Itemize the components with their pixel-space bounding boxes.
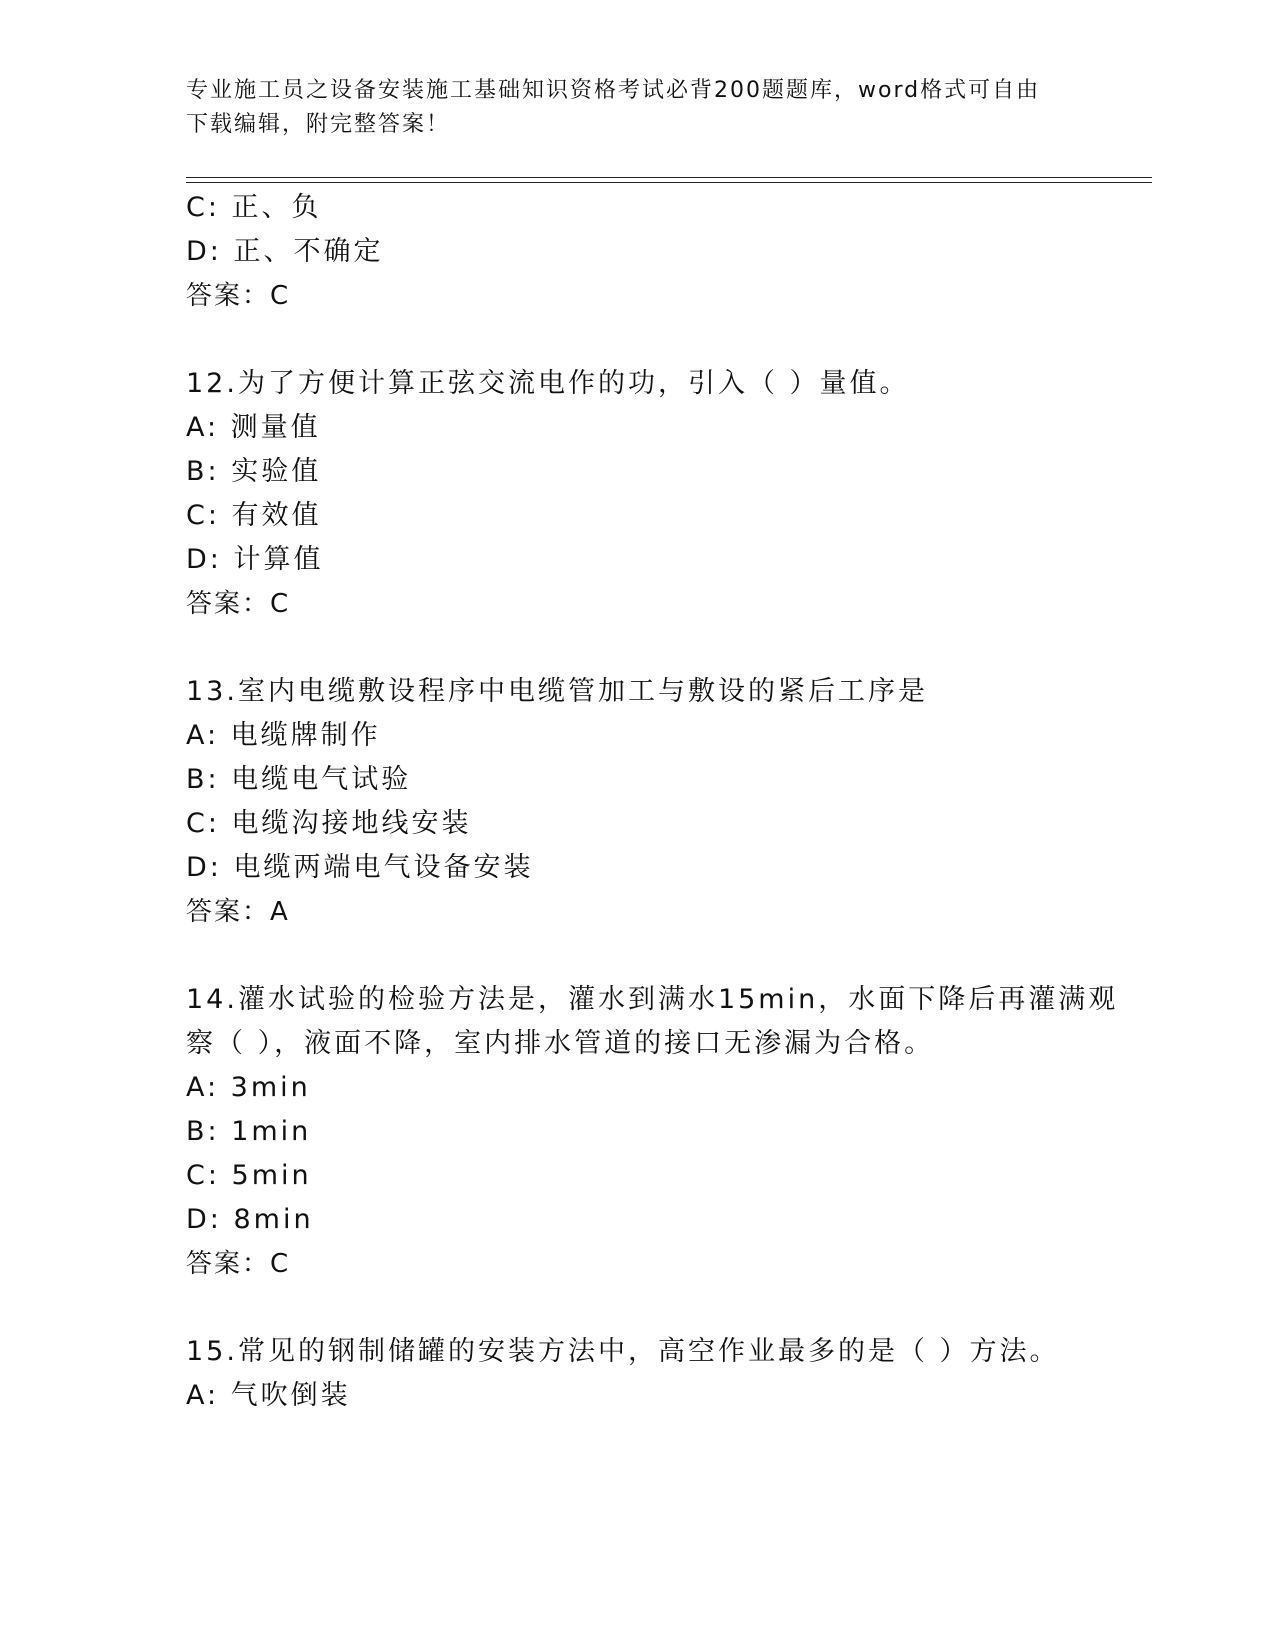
q12-option-b: B: 实验值: [186, 456, 322, 487]
q14-question-line-1: 14.灌水试验的检验方法是，灌水到满水15min，水面下降后再灌满观: [186, 984, 1119, 1015]
q13-option-c: C: 电缆沟接地线安装: [186, 808, 472, 839]
q15-question: 15.常见的钢制储罐的安装方法中，高空作业最多的是（ ）方法。: [186, 1336, 1060, 1367]
q12-question: 12.为了方便计算正弦交流电作的功，引入（ ）量值。: [186, 368, 910, 399]
q13-option-b: B: 电缆电气试验: [186, 764, 412, 795]
q12-option-d: D: 计算值: [186, 544, 324, 575]
q14-option-d: D: 8min: [186, 1204, 314, 1235]
q14-question-line-2: 察（ ），液面不降，室内排水管道的接口无渗漏为合格。: [186, 1028, 935, 1059]
document-header: [186, 74, 1086, 142]
q14-option-b: B: 1min: [186, 1116, 312, 1147]
q13-answer: 答案：A: [186, 897, 290, 927]
header-line-2: 下载编辑，附完整答案！: [186, 112, 451, 137]
q13-question: 13.室内电缆敷设程序中电缆管加工与敷设的紧后工序是: [186, 676, 928, 707]
q14-answer: 答案：C: [186, 1249, 291, 1279]
q13-option-a: A: 电缆牌制作: [186, 720, 381, 751]
header-divider-top: [186, 177, 1152, 178]
q15-option-a: A: 气吹倒装: [186, 1380, 351, 1411]
q12-option-a: A: 测量值: [186, 412, 321, 443]
header-divider-bottom: [186, 182, 1152, 183]
q11-answer: 答案：C: [186, 281, 291, 311]
q11-option-d: D: 正、不确定: [186, 236, 384, 267]
q14-option-a: A: 3min: [186, 1072, 311, 1103]
q14-option-c: C: 5min: [186, 1160, 312, 1191]
q13-option-d: D: 电缆两端电气设备安装: [186, 852, 534, 883]
q12-answer: 答案：C: [186, 589, 291, 619]
header-line-1: 专业施工员之设备安装施工基础知识资格考试必背200题题库，word格式可自由: [186, 78, 1041, 103]
q11-option-c: C: 正、负: [186, 192, 322, 223]
q12-option-c: C: 有效值: [186, 500, 322, 531]
